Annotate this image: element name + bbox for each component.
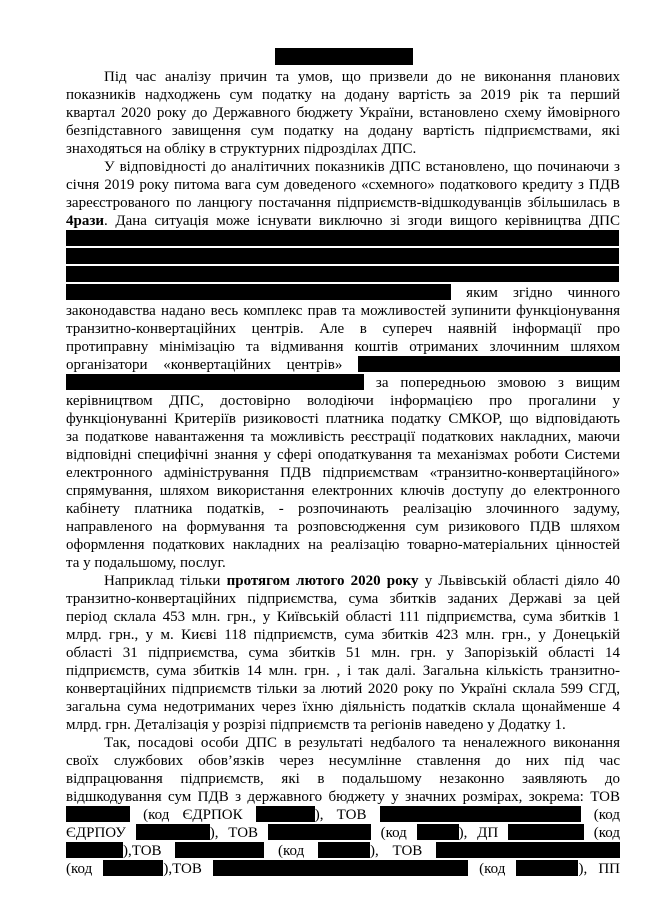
text-line (66, 68, 620, 86)
text-line (66, 518, 620, 536)
text-line (66, 338, 620, 356)
paragraph (66, 158, 620, 572)
text-line (66, 122, 620, 140)
text-run: ), ДП (458, 825, 499, 841)
text-run: ),ТОВ (123, 843, 162, 859)
text-run: квартал 2020 року до Державного бюджету України, встановлено схему ймовірного (66, 105, 620, 121)
text-line (66, 230, 620, 248)
text-line (66, 482, 620, 500)
redaction-bar (417, 824, 459, 840)
redaction-bar (508, 824, 584, 840)
text-line (66, 698, 620, 716)
paragraph (66, 68, 620, 158)
text-run: (код (278, 843, 305, 859)
redacted-heading-bar (275, 48, 413, 65)
text-run: (код (380, 825, 407, 841)
text-line (66, 824, 620, 842)
text-line (66, 284, 620, 302)
text-run: за попередньою змовою з вищим (375, 375, 620, 391)
text-line (66, 590, 620, 608)
redaction-bar (175, 842, 264, 858)
text-run: (код (593, 807, 620, 823)
text-line (66, 446, 620, 464)
text-line (66, 392, 620, 410)
text-line (66, 266, 620, 284)
text-line (66, 212, 620, 230)
text-run: яким згідно чинного (466, 285, 620, 301)
text-line (66, 734, 620, 752)
redaction-bar (256, 806, 315, 822)
text-line (66, 572, 620, 590)
bold-text-run: 4рази (66, 213, 105, 229)
text-run: Під час аналізу причин та умов, що призвели до не виконання планових (104, 69, 620, 85)
text-run: У відповідності до аналітичних показників ДПС встановлено, що починаючи з (104, 159, 620, 175)
text-line (66, 464, 620, 482)
text-run: (код (66, 861, 93, 877)
text-run: оформлення податкових накладних на реалізацію товарно-матеріальних цінностей (66, 537, 620, 553)
text-line (66, 788, 620, 806)
text-run: безпідставного завищення сум податку на додану вартість підприємствами, які (66, 123, 620, 139)
text-line (66, 770, 620, 788)
text-run: показників надходжень сум податку на додану вартість за 2019 рік та перший (66, 87, 620, 103)
text-run: відповідні специфічні знання у сфері оподаткування та механізмах роботи Системи (66, 447, 620, 463)
paragraph (66, 572, 620, 734)
text-line (66, 410, 620, 428)
redaction-bar (103, 860, 163, 876)
text-run: період склала 453 млн. грн., у Київській області 111 підприємства, сума збитків 1 (66, 609, 620, 625)
text-run: ), ПП (578, 861, 620, 877)
text-run: області 31 підприємства, сума збитків 51 млн. грн. у Запорізькій області 14 (66, 645, 620, 661)
redaction-bar (380, 806, 581, 822)
text-line (66, 536, 620, 554)
redaction-bar (436, 842, 620, 858)
text-line (66, 248, 620, 266)
text-run: ),ТОВ (163, 861, 202, 877)
text-run: за податкове навантаження та можливість реєстрації податкових накладних, маючи (66, 429, 620, 445)
text-line (66, 752, 620, 770)
text-line (66, 140, 620, 158)
text-line (66, 860, 620, 878)
text-line (66, 158, 620, 176)
text-line (66, 608, 620, 626)
redaction-bar (66, 284, 451, 300)
text-run: електронного адміністрування ПДВ підприємствам «транзитно-конвертаційного» (66, 465, 620, 481)
text-run: Так, посадові особи ДПС в результаті недбалого та неналежного виконання (104, 735, 620, 751)
text-run: . Дана ситуація може існувати виключно зі згоди вищого керівництва ДПС (104, 213, 620, 229)
text-run: (код ЄДРПОК (143, 807, 243, 823)
text-line (66, 842, 620, 860)
text-line (66, 644, 620, 662)
text-run: конвертаційних підприємств тільки за лютий 2020 року по Україні склала 599 СГД, (66, 681, 620, 697)
redaction-bar (213, 860, 468, 876)
text-run: керівництвом ДПС, достовірно володіючи інформацією про прогалини у (66, 393, 620, 409)
redaction-bar (268, 824, 371, 840)
text-run: знаходяться на обліку в структурних підрозділах ДПС. (66, 141, 417, 157)
redaction-bar (358, 356, 620, 372)
redaction-bar (66, 806, 130, 822)
text-run: млрд. грн. Деталізація у розрізі підприємств та регіонів наведено у Додатку 1. (66, 717, 566, 733)
text-line (66, 374, 620, 392)
redaction-bar (66, 842, 123, 858)
text-line (66, 104, 620, 122)
paragraph (66, 734, 620, 878)
text-run: направленого на формування та розповсюдження сум ризикового ПДВ шляхом (66, 519, 620, 535)
text-line (66, 302, 620, 320)
text-run: у Львівській області діяло 40 (424, 573, 620, 589)
text-line (66, 626, 620, 644)
redaction-bar (66, 374, 364, 390)
text-run: відшкодування сум ПДВ з державного бюджету у значних розмірах, зокрема: ТОВ (66, 789, 620, 805)
text-line (66, 428, 620, 446)
text-run: своїх службових обов’язків через несумлінне ставлення до них під час (66, 753, 620, 769)
text-run: транзитно-конвертаційних підприємства, сума збитків заданих Державі за цей (66, 591, 620, 607)
text-run: ), ТОВ (314, 807, 367, 823)
redaction-bar (66, 230, 619, 246)
text-line (66, 662, 620, 680)
text-run: січня 2019 року питома вага сум доведеного «схемного» податкового кредиту з ПДВ (66, 177, 620, 193)
text-run: протиправну мінімізацію та відмивання коштів отриманих злочинним шляхом (66, 339, 620, 355)
text-run: загальна сума недотриманих через їхню діяльність податків склала щонайменше 4 (66, 699, 620, 715)
redaction-bar (136, 824, 210, 840)
text-line (66, 716, 620, 734)
redaction-bar (516, 860, 578, 876)
text-run: транзитно-конвертаційних центрів. Але в супереч наявній інформації про (66, 321, 620, 337)
document-content (66, 68, 620, 878)
redaction-bar (318, 842, 370, 858)
text-run: зареєстрованого по ланцюгу постачання підприємств-відшкодуванців збільшилась в (66, 195, 620, 211)
text-run: організатори «конвертаційних центрів» (66, 357, 343, 373)
text-run: спрямування, шляхом використання електронних ключів доступу до електронного (66, 483, 620, 499)
text-run: ), ТОВ (370, 843, 423, 859)
text-line (66, 176, 620, 194)
text-run: та у подальшому, послуг. (66, 555, 226, 571)
text-line (66, 320, 620, 338)
text-line (66, 554, 620, 572)
text-run: (код (593, 825, 620, 841)
text-run: ), ТОВ (209, 825, 259, 841)
text-line (66, 86, 620, 104)
text-run: млрд. грн., у м. Києві 118 підприємств, сума збитків 423 млн. грн., у Донецькій (66, 627, 620, 643)
text-run: законодавства надано весь комплекс прав та можливостей зупинити функціонування (66, 303, 620, 319)
text-run: підприємств, сума збитків 14 млн. грн. , і так далі. Загальна кількість транзитно- (66, 663, 620, 679)
redaction-bar (66, 266, 619, 282)
text-line (66, 194, 620, 212)
text-line (66, 356, 620, 374)
text-line (66, 806, 620, 824)
text-run: ЄДРПОУ (66, 825, 126, 841)
text-run: функціонуванні Критеріїв ризиковості платника податку СМКОР, що відповідають (66, 411, 620, 427)
redaction-bar (66, 248, 619, 264)
text-line (66, 500, 620, 518)
text-line (66, 680, 620, 698)
text-run: Наприклад тільки (104, 573, 221, 589)
text-run: відпрацювання підприємств, які в подальшому незаконно заявляють до (66, 771, 620, 787)
text-run: (код (479, 861, 506, 877)
bold-text-run: протягом лютого 2020 року (226, 573, 419, 589)
text-run: кабінету платника податків, - розпочинають реалізацію злочинного задуму, (66, 501, 620, 517)
